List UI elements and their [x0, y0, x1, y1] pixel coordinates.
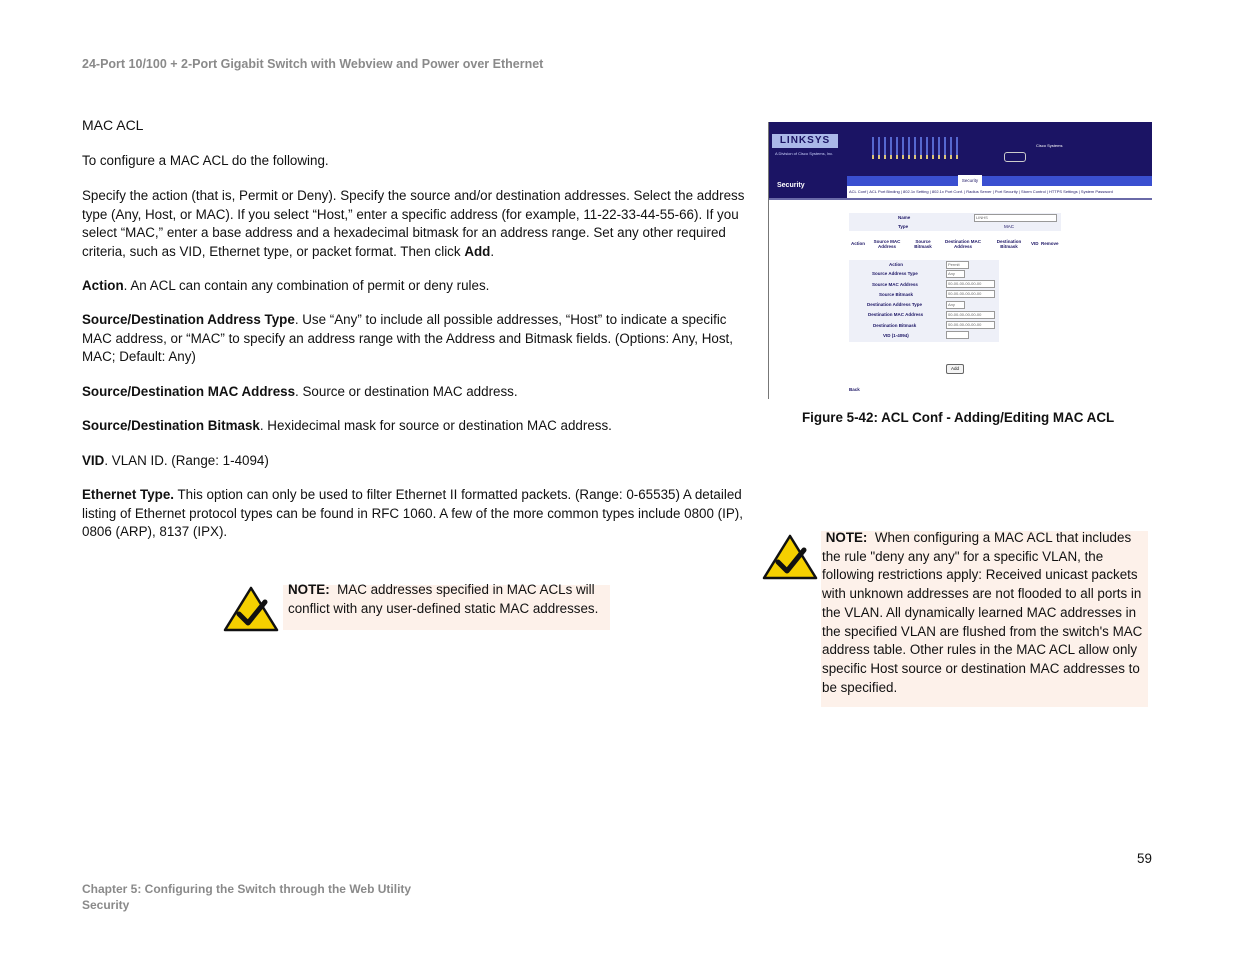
paragraph-mac-address	[82, 383, 754, 402]
col-remove: Remove	[1041, 241, 1059, 246]
input-source-mac: 00-00-00-00-00-00	[946, 280, 995, 288]
back-link: Back	[849, 387, 860, 392]
col-action: Action	[851, 241, 865, 246]
note-label: NOTE:	[825, 530, 868, 545]
bitmask-term: Source/Destination Bitmask	[82, 418, 260, 433]
mac-address-term: Source/Destination MAC Address	[82, 384, 296, 399]
screenshot-tabs	[847, 176, 1152, 186]
input-source-bitmask: 00-00-00-00-00-00	[946, 290, 995, 298]
label-dest-mac: Destination MAC Address	[868, 312, 924, 317]
note-text: MAC addresses specified in MAC ACLs will conflict with any user-defined static MAC addresses.	[288, 582, 599, 616]
ethernet-type-text: This option can only be used to filter Ethernet II formatted packets. (Range: 0-65535) A detailed listing of Ethernet protocol types can be found in RFC 1060. A few of the more common types include 0800 (IP), 0806 (ARP), 8137 (IPX).	[82, 487, 743, 540]
cisco-button	[1004, 152, 1026, 162]
note-2	[822, 529, 1144, 697]
row-label-type: Type	[898, 224, 909, 229]
col-source-bitmask: Source Bitmask	[914, 239, 932, 249]
screenshot-divider	[769, 198, 1152, 200]
note-label: NOTE:	[288, 582, 330, 597]
footer-chapter: Chapter 5: Configuring the Switch through the Web Utility	[82, 882, 412, 896]
select-source-type: Any	[946, 270, 965, 278]
tab-security: Security	[958, 175, 982, 186]
paragraph-ethernet-type	[82, 486, 754, 542]
input-vid	[946, 331, 969, 339]
paragraph-vid	[82, 452, 754, 471]
label-source-bitmask: Source Bitmask	[879, 292, 914, 297]
section-title: MAC ACL	[82, 117, 144, 133]
specify-text: Specify the action (that is, Permit or Deny). Specify the source and/or destination addresses. Select the address type (Any, Host, or MAC). If you select “Host,” enter a specific address (for example, 11-22-33-44-55-66). If you select “MAC,” enter a base address and a hexadecimal bitmask for an address range. Set any other required criteria, such as VID, Ethernet type, or packet format. Then click	[82, 188, 745, 260]
select-action: Permit	[946, 261, 969, 269]
add-button: Add	[946, 364, 964, 374]
label-action: Action	[889, 262, 903, 267]
input-dest-mac: 00-00-00-00-00-00	[946, 311, 995, 319]
name-value: LINHS	[974, 214, 1057, 222]
header-title: 24-Port 10/100 + 2-Port Gigabit Switch with Webview and Power over Ethernet	[82, 57, 544, 71]
footer-section: Security	[82, 898, 130, 912]
linksys-logo: LINKSYS	[772, 134, 838, 148]
col-vid: VID	[1031, 241, 1039, 246]
action-term: Action	[82, 278, 124, 293]
label-dest-bitmask: Destination Bitmask	[873, 323, 917, 328]
figure-screenshot	[768, 122, 1152, 399]
input-dest-bitmask: 00-00-00-00-00-00	[946, 321, 995, 329]
label-source-mac: Source MAC Address	[872, 282, 918, 287]
label-vid: VID (1-4094)	[883, 333, 909, 338]
col-dest-bitmask: Destination Bitmask	[996, 239, 1022, 249]
nav-label: Security	[777, 182, 805, 189]
port-leds-status	[872, 155, 962, 159]
page-number: 59	[1137, 851, 1152, 866]
screenshot-subtabs: ACL Conf | ACL Port Binding | 802.1x Setting | 802.1x Port Conf. | Radius Server | Port Security | Storm Control | HTTPS Settings | System Password	[847, 186, 1152, 198]
checkmark-warning-icon	[762, 534, 818, 585]
linksys-logo-sub: A Division of Cisco Systems, Inc.	[775, 151, 834, 156]
ethernet-type-term: Ethernet Type.	[82, 487, 175, 502]
checkmark-warning-icon	[223, 586, 279, 637]
col-source-mac: Source MAC Address	[873, 239, 901, 249]
mac-address-text: . Source or destination MAC address.	[295, 384, 518, 399]
address-type-term: Source/Destination Address Type	[82, 312, 295, 327]
note-text: When configuring a MAC ACL that includes the rule "deny any any" for a specific VLAN, the following restrictions apply: Received unicast packets with unknown addresses are not flooded to all ports in the VLAN. All dynamically learned MAC addresses in the specified VLAN are flushed from the switch's MAC address table. Other rules in the MAC ACL allow only specific Host source or destination MAC addresses to be specified.	[822, 530, 1143, 695]
paragraph-bitmask	[82, 417, 754, 436]
figure-caption: Figure 5-42: ACL Conf - Adding/Editing MAC ACL	[802, 410, 1115, 425]
paragraph-action	[82, 277, 754, 296]
vid-text: . VLAN ID. (Range: 1-4094)	[104, 453, 269, 468]
select-dest-type: Any	[946, 301, 965, 309]
cisco-label: Cisco Systems	[1036, 143, 1063, 148]
paragraph-address-type	[82, 311, 754, 367]
col-dest-mac: Destination MAC Address	[945, 239, 981, 249]
bitmask-text: . Hexidecimal mask for source or destination MAC address.	[259, 418, 612, 433]
type-value: MAC	[1004, 224, 1014, 229]
add-term: Add	[464, 244, 491, 260]
label-source-address-type: Source Address Type	[872, 271, 918, 276]
vid-term: VID	[82, 453, 105, 468]
address-type-text: . Use “Any” to include all possible addresses, “Host” to indicate a specific MAC address, or “MAC” to specify an address range with the Address and Bitmask fields. (Options: Any, Host, MAC; Default: Any)	[82, 312, 733, 365]
paragraph-specify	[82, 187, 754, 262]
specify-end: .	[490, 244, 495, 260]
row-label-name: Name	[898, 215, 911, 220]
paragraph-intro: To configure a MAC ACL do the following.	[82, 153, 329, 168]
label-dest-address-type: Destination Address Type	[867, 302, 923, 307]
note-1	[288, 581, 608, 618]
action-text: . An ACL can contain any combination of permit or deny rules.	[123, 278, 490, 293]
